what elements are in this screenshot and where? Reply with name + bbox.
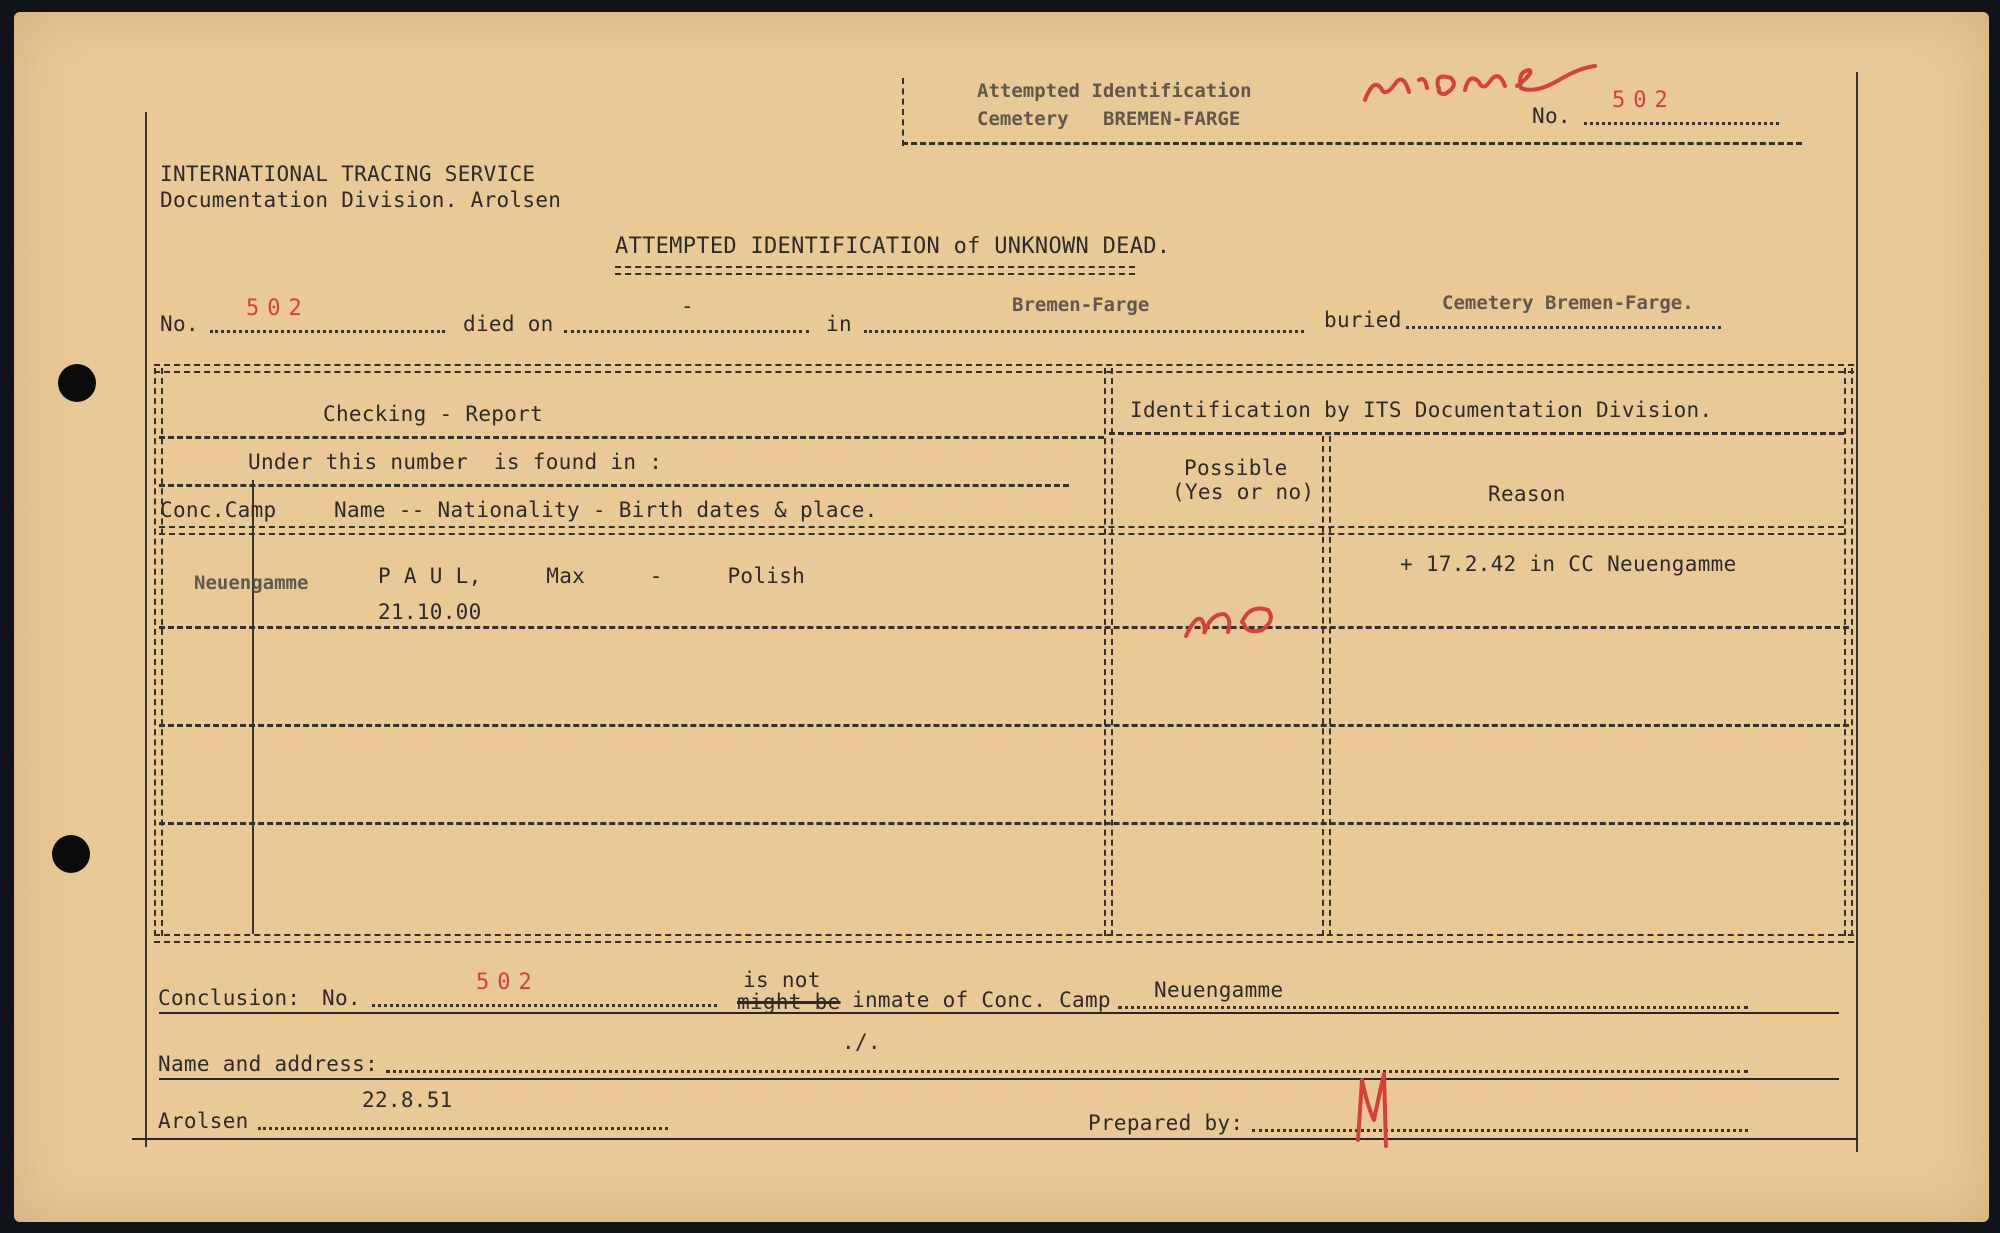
table-top-border	[154, 364, 1854, 373]
prepared-by-handwritten-initial	[1344, 1060, 1404, 1150]
checking-report-underline	[159, 436, 1104, 439]
row-camp: Neuengamme	[194, 572, 309, 594]
column-header-possible: Possible	[1184, 456, 1288, 480]
column-header-underline	[159, 526, 1844, 535]
index-card	[14, 12, 1989, 1222]
under-number-header: Under this number is found in :	[248, 450, 663, 474]
row-name: P A U L, Max - Polish	[378, 564, 806, 588]
corner-box-left-line	[902, 78, 904, 146]
footer-date-dots	[258, 1127, 668, 1130]
record-buried-value: Cemetery Bremen-Farge.	[1442, 292, 1694, 314]
identification-underline	[1109, 432, 1844, 435]
record-buried-label: buried	[1324, 308, 1402, 332]
table-divider-camp	[252, 480, 254, 934]
prepared-by-label: Prepared by:	[1088, 1111, 1244, 1135]
form-title: ATTEMPTED IDENTIFICATION of UNKNOWN DEAD.	[615, 234, 1171, 259]
prepared-by-dots	[1252, 1129, 1748, 1132]
punch-hole-bottom	[52, 835, 90, 873]
form-title-underline	[615, 266, 1135, 275]
record-in-dots	[864, 330, 1304, 333]
conclusion-underline	[159, 1012, 1839, 1014]
conclusion-label: Conclusion:	[158, 986, 301, 1010]
conclusion-camp-value: Neuengamme	[1154, 978, 1284, 1002]
row-reason: + 17.2.42 in CC Neuengamme	[1400, 552, 1737, 576]
conclusion-is-not: is not	[743, 968, 821, 992]
row-line-2	[159, 724, 1849, 727]
record-buried-dots	[1406, 326, 1721, 329]
record-died-label: died on	[463, 312, 554, 336]
row-line-1	[159, 626, 1849, 629]
conclusion-no-value: 502	[476, 970, 540, 995]
conclusion-no-dots	[372, 1004, 717, 1007]
conclusion-inmate-label: inmate of Conc. Camp	[852, 988, 1111, 1012]
punch-hole-top	[58, 364, 96, 402]
corner-box-bottom-line	[902, 142, 1802, 145]
frame-left-line	[145, 112, 147, 1147]
under-number-underline	[159, 484, 1069, 487]
table-divider-main	[1104, 368, 1113, 936]
record-in-label: in	[826, 312, 852, 336]
column-header-name: Name -- Nationality - Birth dates & place.	[334, 498, 878, 522]
record-died-dots	[564, 330, 809, 333]
identification-header: Identification by ITS Documentation Division.	[1130, 398, 1713, 422]
conclusion-camp-dots	[1118, 1006, 1748, 1009]
footer-date: 22.8.51	[362, 1088, 453, 1112]
row-birth-date: 21.10.00	[378, 600, 482, 624]
table-left-border	[154, 368, 163, 936]
frame-bottom-line	[132, 1138, 1858, 1140]
table-right-border	[1844, 368, 1853, 936]
checking-report-header: Checking - Report	[323, 402, 544, 426]
footer-place: Arolsen	[158, 1109, 249, 1133]
row-line-3	[159, 822, 1849, 825]
conclusion-might-be-struck: might be	[737, 990, 841, 1014]
corner-title: Attempted Identification	[977, 80, 1252, 102]
column-header-reason: Reason	[1488, 482, 1566, 506]
conclusion-no-label: No.	[322, 986, 361, 1010]
division-name: Documentation Division. Arolsen	[160, 188, 562, 212]
record-died-value: -	[681, 294, 694, 318]
org-name: INTERNATIONAL TRACING SERVICE	[160, 162, 536, 186]
corner-handwritten-annotation	[1359, 42, 1609, 112]
corner-no-dots	[1584, 122, 1779, 125]
name-address-underline	[159, 1078, 1839, 1080]
corner-cemetery-label: Cemetery	[977, 108, 1069, 130]
corner-no-label: No.	[1532, 104, 1571, 128]
name-address-label: Name and address:	[158, 1052, 379, 1076]
record-no-label: No.	[160, 312, 199, 336]
table-divider-possible	[1322, 436, 1331, 936]
name-address-value: ./.	[842, 1030, 881, 1054]
row-possible-handwritten-no	[1180, 580, 1290, 644]
corner-cemetery-value: BREMEN-FARGE	[1103, 108, 1241, 130]
corner-no-value: 502	[1612, 88, 1676, 113]
record-no-value: 502	[246, 296, 310, 321]
name-address-dots	[386, 1070, 1748, 1073]
column-header-possible-hint: (Yes or no)	[1172, 480, 1315, 504]
record-in-value: Bremen-Farge	[1012, 294, 1150, 316]
column-header-camp: Conc.Camp	[160, 498, 277, 522]
frame-right-line	[1856, 72, 1858, 1152]
record-no-dots	[210, 330, 445, 333]
table-bottom-border	[154, 934, 1854, 943]
